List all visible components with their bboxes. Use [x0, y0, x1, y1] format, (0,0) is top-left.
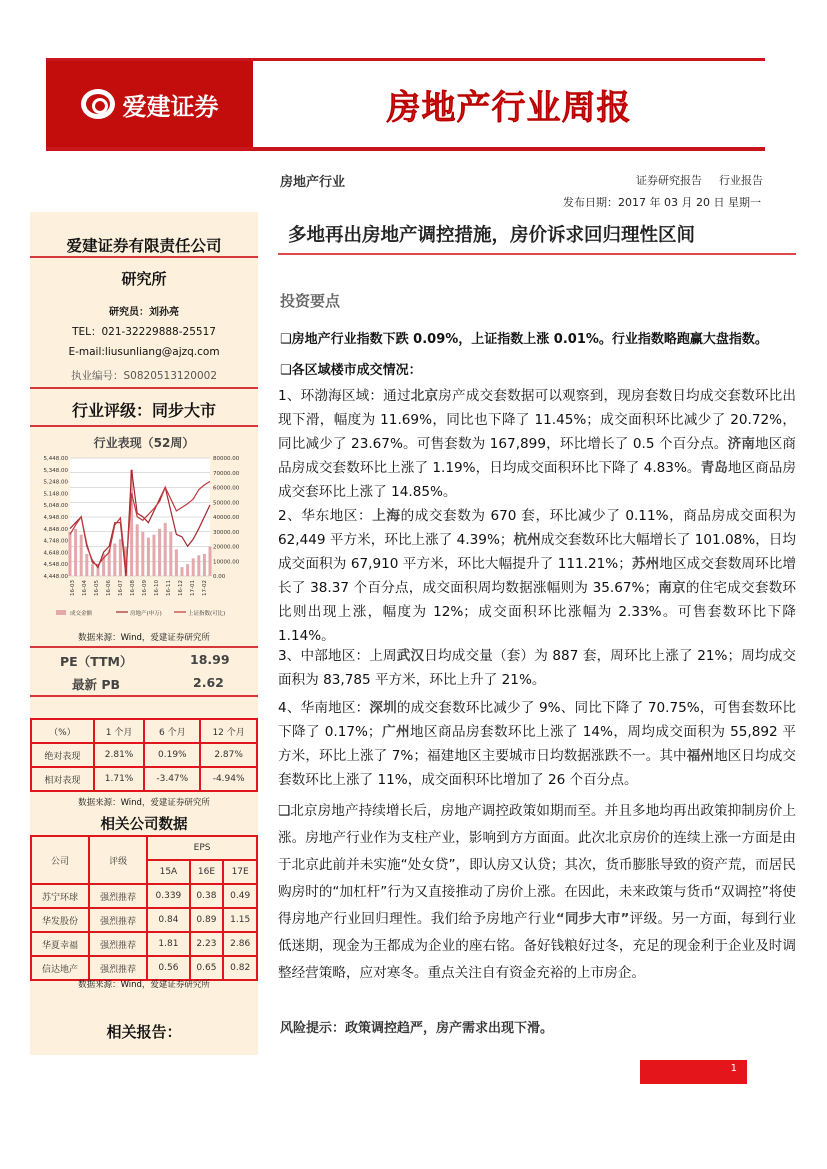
- table-cell: 0.89: [190, 908, 224, 932]
- text-run: 3、中部地区：上周: [278, 648, 397, 664]
- summary-bullet: ❑房地产行业指数下跌 0.09%，上证指数上涨 0.01%。行业指数略跑赢大盘指数。: [280, 332, 768, 347]
- table-cell: 1.81: [147, 932, 189, 956]
- summary-bullet: ❑各区域楼市成交情况：: [280, 363, 422, 378]
- x-tick-label: 16-12: [178, 580, 184, 596]
- paragraph-outlook: [278, 798, 796, 987]
- right-tick-label: 60000.00: [213, 485, 240, 492]
- table-cell: 15A: [147, 860, 189, 884]
- text-run: 日均成交量（套）为 887 套，周环比上涨了 21%；周均成交面积为 83,785 平方米，环比上升了 21%。: [278, 648, 797, 688]
- related-reports-title: 相关报告：: [106, 1023, 182, 1041]
- highlighted-term: 济南: [727, 436, 755, 452]
- legend-label: 上证指数(可比): [188, 611, 226, 617]
- table-cell: 2.87%: [200, 743, 257, 767]
- license: 执业编号：S0820513120002: [70, 370, 217, 382]
- table-row: [31, 956, 257, 980]
- left-tick-label: 5,248.00: [43, 479, 68, 486]
- company-name: 爱建证券有限责任公司: [66, 237, 222, 255]
- table-cell: 1.15: [223, 908, 257, 932]
- table-row: [31, 767, 257, 791]
- data-source: 数据来源：Wind，爱建证券研究所: [78, 798, 210, 808]
- table-cell: 2.81%: [94, 743, 145, 767]
- left-tick-label: 5,448.00: [43, 456, 68, 462]
- x-tick-label: 17-01: [190, 580, 196, 596]
- table-cell: 强烈推荐: [89, 884, 147, 908]
- industry-label: 房地产行业: [280, 175, 346, 190]
- highlighted-term: 福州: [686, 748, 715, 764]
- logo-mark-icon: [81, 89, 115, 119]
- table-cell: 公司: [31, 836, 89, 884]
- table-cell: 0.65: [190, 956, 224, 980]
- highlighted-term: 深圳: [369, 700, 397, 716]
- right-tick-label: 20000.00: [213, 544, 240, 551]
- industry-rating: 行业评级：同步大市: [71, 401, 216, 420]
- highlighted-term: 上海: [372, 508, 401, 524]
- text-run: 地区商品房成交套环比上涨了 14.85%。: [278, 460, 796, 500]
- right-tick-label: 50000.00: [213, 500, 240, 507]
- text-run: 房产成交套数据可以观察到，现房套数日均成交套数环比出现下滑，幅度为 11.69%，同比也下降了 11.45%；成交面积环比减少了 20.72%，同比减少了 23.67%。可售套数为 167,899，环比增长了 0.5 个百分点。: [278, 388, 797, 452]
- x-tick-label: 16-10: [154, 580, 160, 596]
- x-tick-label: 16-11: [166, 580, 172, 596]
- table-cell: 华夏幸福: [31, 932, 89, 956]
- divider: [30, 256, 258, 258]
- table-cell: 评级: [89, 836, 147, 884]
- pe-value: 18.99: [190, 652, 230, 667]
- table-cell: 12 个月: [200, 719, 257, 743]
- industry-performance-chart: [34, 452, 254, 624]
- highlighted-term: “同步大市”: [555, 911, 630, 927]
- report-type: 证券研究报告: [636, 174, 702, 187]
- page-number: 1: [640, 1060, 747, 1084]
- x-tick-label: 16-08: [130, 580, 136, 596]
- x-tick-label: 16-03: [70, 580, 76, 596]
- highlighted-term: 广州: [381, 724, 410, 740]
- paragraph-bohai: [278, 384, 796, 504]
- table-cell: EPS: [147, 836, 257, 860]
- x-tick-label: 16-06: [106, 580, 112, 596]
- volume-bar: [169, 532, 172, 576]
- volume-bar: [181, 567, 184, 576]
- text-run: 地区成交套数周环比增长了 38.37 个百分点，成交面积周均数据涨幅则为 35.67%；: [278, 556, 797, 596]
- chart-title: 行业表现（52周）: [93, 436, 195, 450]
- volume-bar: [209, 547, 212, 577]
- text-run: 评级。另一方面，每到行业低迷期，现金为王都成为企业的座右铭。备好钱粮好过冬，充足的现金利于企业及时调整经营策略，应对寒冬。重点关注自有资金充裕的上市房企。: [278, 911, 797, 981]
- report-kind: 行业报告: [719, 174, 763, 187]
- right-tick-label: 30000.00: [213, 529, 240, 536]
- divider: [30, 425, 258, 427]
- text-run: ❑北京房地产持续增长后，房地产调控政策如期而至。并且多地均再出政策抑制房价上涨。房地产行业作为支柱产业，影响到方方面面。此次北京房价的连续上涨一方面是由于北京此前并未实施“处女贷”，即认房又认贷；其次，货币膨胀导致的资产荒，而居民购房时的“加杠杆”行为又直接推动了房价上涨。在因此，未来政策与货币“双调控”将使得房地产行业回归理性。我们给予房地产行业: [278, 803, 796, 927]
- table-cell: 绝对表现: [31, 743, 94, 767]
- data-source: 数据来源：Wind，爱建证券研究所: [78, 633, 210, 643]
- pb-value: 2.62: [193, 675, 224, 690]
- volume-bar: [119, 539, 122, 576]
- data-source: 数据来源：Wind，爱建证券研究所: [78, 980, 210, 990]
- left-tick-label: 4,848.00: [43, 526, 68, 533]
- left-tick-label: 4,948.00: [43, 515, 68, 521]
- right-tick-label: 0.00: [213, 574, 226, 580]
- right-tick-label: 80000.00: [213, 456, 240, 462]
- highlighted-term: 青岛: [700, 460, 728, 476]
- x-tick-label: 16-04: [82, 580, 88, 596]
- volume-bar: [113, 544, 116, 576]
- divider: [30, 646, 258, 648]
- text-run: 地区日均成交套数环比上涨了 11%，成交面积环比增加了 26 个百分点。: [278, 748, 797, 788]
- paragraph-south: [278, 696, 796, 792]
- right-tick-label: 10000.00: [213, 559, 240, 566]
- left-tick-label: 4,748.00: [43, 538, 68, 545]
- volume-bar: [147, 538, 150, 576]
- table-cell: 2.86: [223, 932, 257, 956]
- tel: TEL：021-32229888-25517: [72, 326, 216, 338]
- pe-label: PE（TTM）: [60, 654, 133, 669]
- paragraph-east: [278, 504, 796, 648]
- text-run: 1、环渤海区域：通过: [278, 388, 411, 404]
- volume-bar: [136, 524, 139, 576]
- highlighted-term: 南京: [658, 580, 686, 596]
- left-tick-label: 5,048.00: [43, 503, 68, 510]
- report-header: [46, 58, 765, 151]
- table-cell: 2.23: [190, 932, 224, 956]
- table-cell: -4.94%: [200, 767, 257, 791]
- table-cell: 强烈推荐: [89, 908, 147, 932]
- table-cell: 信达地产: [31, 956, 89, 980]
- volume-bar: [69, 532, 72, 576]
- volume-bar: [192, 558, 195, 576]
- legend-swatch: [56, 610, 66, 615]
- divider: [30, 695, 258, 697]
- x-tick-label: 16-07: [118, 580, 124, 596]
- volume-bar: [74, 529, 77, 576]
- text-run: 的成交套数为 670 套，环比减少了 0.11%，商品房成交面积为 62,449 平方米，环比上涨了 4.39%；: [278, 508, 797, 548]
- table-cell: （%）: [31, 719, 94, 743]
- x-tick-label: 16-09: [142, 580, 148, 596]
- dept-name: 研究所: [121, 270, 167, 288]
- table-cell: 0.84: [147, 908, 189, 932]
- analyst: 研究员：刘孙亮: [109, 307, 179, 318]
- table-cell: 0.19%: [144, 743, 200, 767]
- text-run: 2、华东地区：: [278, 508, 373, 524]
- table-cell: -3.47%: [144, 767, 200, 791]
- text-run: 4、华南地区：: [278, 700, 370, 716]
- table-header-row: [31, 719, 257, 743]
- performance-table: [30, 718, 258, 792]
- headline-divider: [278, 253, 796, 255]
- volume-bar: [91, 564, 94, 576]
- company-data-table: [30, 835, 258, 981]
- highlighted-term: 武汉: [396, 648, 425, 664]
- divider: [30, 387, 258, 389]
- volume-bar: [97, 567, 100, 576]
- table-row: [31, 884, 257, 908]
- table-cell: 1 个月: [94, 719, 145, 743]
- left-tick-label: 5,348.00: [43, 467, 68, 474]
- table-row: [31, 743, 257, 767]
- table-cell: 0.56: [147, 956, 189, 980]
- sidebar: [30, 212, 258, 1055]
- volume-bar: [197, 555, 200, 576]
- table-cell: 0.82: [223, 956, 257, 980]
- text-run: 的住宅成交套数环比则出现上涨，幅度为 12%；成交面积环比涨幅为 2.33%。可售套数环比下降 1.14%。: [278, 580, 797, 644]
- table-cell: 16E: [190, 860, 224, 884]
- volume-bar: [153, 535, 156, 576]
- table-header-row: [31, 836, 257, 860]
- text-run: 成交套数环比大幅增长了 101.08%，日均成交面积为 67,910 平方米，环比大幅提升了 111.21%；: [278, 532, 797, 572]
- volume-bar: [203, 554, 206, 576]
- table-cell: 苏宁环球: [31, 884, 89, 908]
- paragraph-central: [278, 644, 796, 692]
- pb-label: 最新 PB: [72, 677, 121, 692]
- table-cell: 17E: [223, 860, 257, 884]
- report-title: 房地产行业周报: [386, 87, 632, 128]
- table-cell: 华发股份: [31, 908, 89, 932]
- text-run: 地区商品房成交套数环比上涨了 1.19%，日均成交面积环比下降了 4.83%。: [278, 436, 797, 476]
- left-tick-label: 4,448.00: [43, 574, 68, 580]
- email: E-mail:liusunliang@ajzq.com: [68, 346, 220, 358]
- left-tick-label: 4,548.00: [43, 562, 68, 569]
- table-row: [31, 932, 257, 956]
- headline: 多地再出房地产调控措施，房价诉求回归理性区间: [288, 225, 696, 246]
- left-tick-label: 4,648.00: [43, 550, 68, 557]
- table-cell: 6 个月: [144, 719, 200, 743]
- company-data-title: 相关公司数据: [100, 817, 188, 833]
- volume-bar: [85, 554, 88, 576]
- volume-bar: [141, 532, 144, 576]
- table-cell: 1.71%: [94, 767, 145, 791]
- volume-bar: [80, 535, 83, 576]
- x-tick-label: 17-02: [202, 580, 208, 596]
- text-run: 地区商品房套数环比上涨了 14%，周均成交面积为 55,892 平方米，环比上涨了 7%；福建地区主要城市日均数据涨跌不一。其中: [278, 724, 796, 764]
- section-title: 投资要点: [280, 292, 341, 310]
- x-tick-label: 16-05: [94, 580, 100, 596]
- table-cell: 0.339: [147, 884, 189, 908]
- volume-bar: [164, 523, 167, 576]
- table-cell: 相对表现: [31, 767, 94, 791]
- highlighted-term: 苏州: [631, 556, 660, 572]
- highlighted-term: 杭州: [513, 532, 541, 548]
- table-row: [31, 908, 257, 932]
- logo-text: 爱建证券: [122, 91, 219, 121]
- volume-bar: [158, 529, 161, 576]
- volume-bar: [175, 549, 178, 576]
- table-cell: 强烈推荐: [89, 932, 147, 956]
- table-cell: 0.49: [223, 884, 257, 908]
- left-tick-label: 5,148.00: [43, 491, 68, 498]
- table-cell: 0.38: [190, 884, 224, 908]
- legend-label: 成交金额: [70, 611, 93, 617]
- legend-label: 房地产(申万): [130, 611, 162, 617]
- right-tick-label: 70000.00: [213, 470, 240, 477]
- right-tick-label: 40000.00: [213, 515, 240, 521]
- brand-logo: [46, 61, 253, 147]
- risk-warning: 风险提示：政策调控趋严，房产需求出现下滑。: [280, 1021, 554, 1036]
- table-cell: 强烈推荐: [89, 956, 147, 980]
- text-run: 的成交套数环比减少了 9%、同比下降了 70.75%，可售套数环比下降了 0.17%；: [278, 700, 796, 740]
- volume-bar: [186, 564, 189, 576]
- highlighted-term: 北京: [410, 388, 439, 404]
- publish-date: 发布日期：2017 年 03 月 20 日 星期一: [563, 196, 761, 209]
